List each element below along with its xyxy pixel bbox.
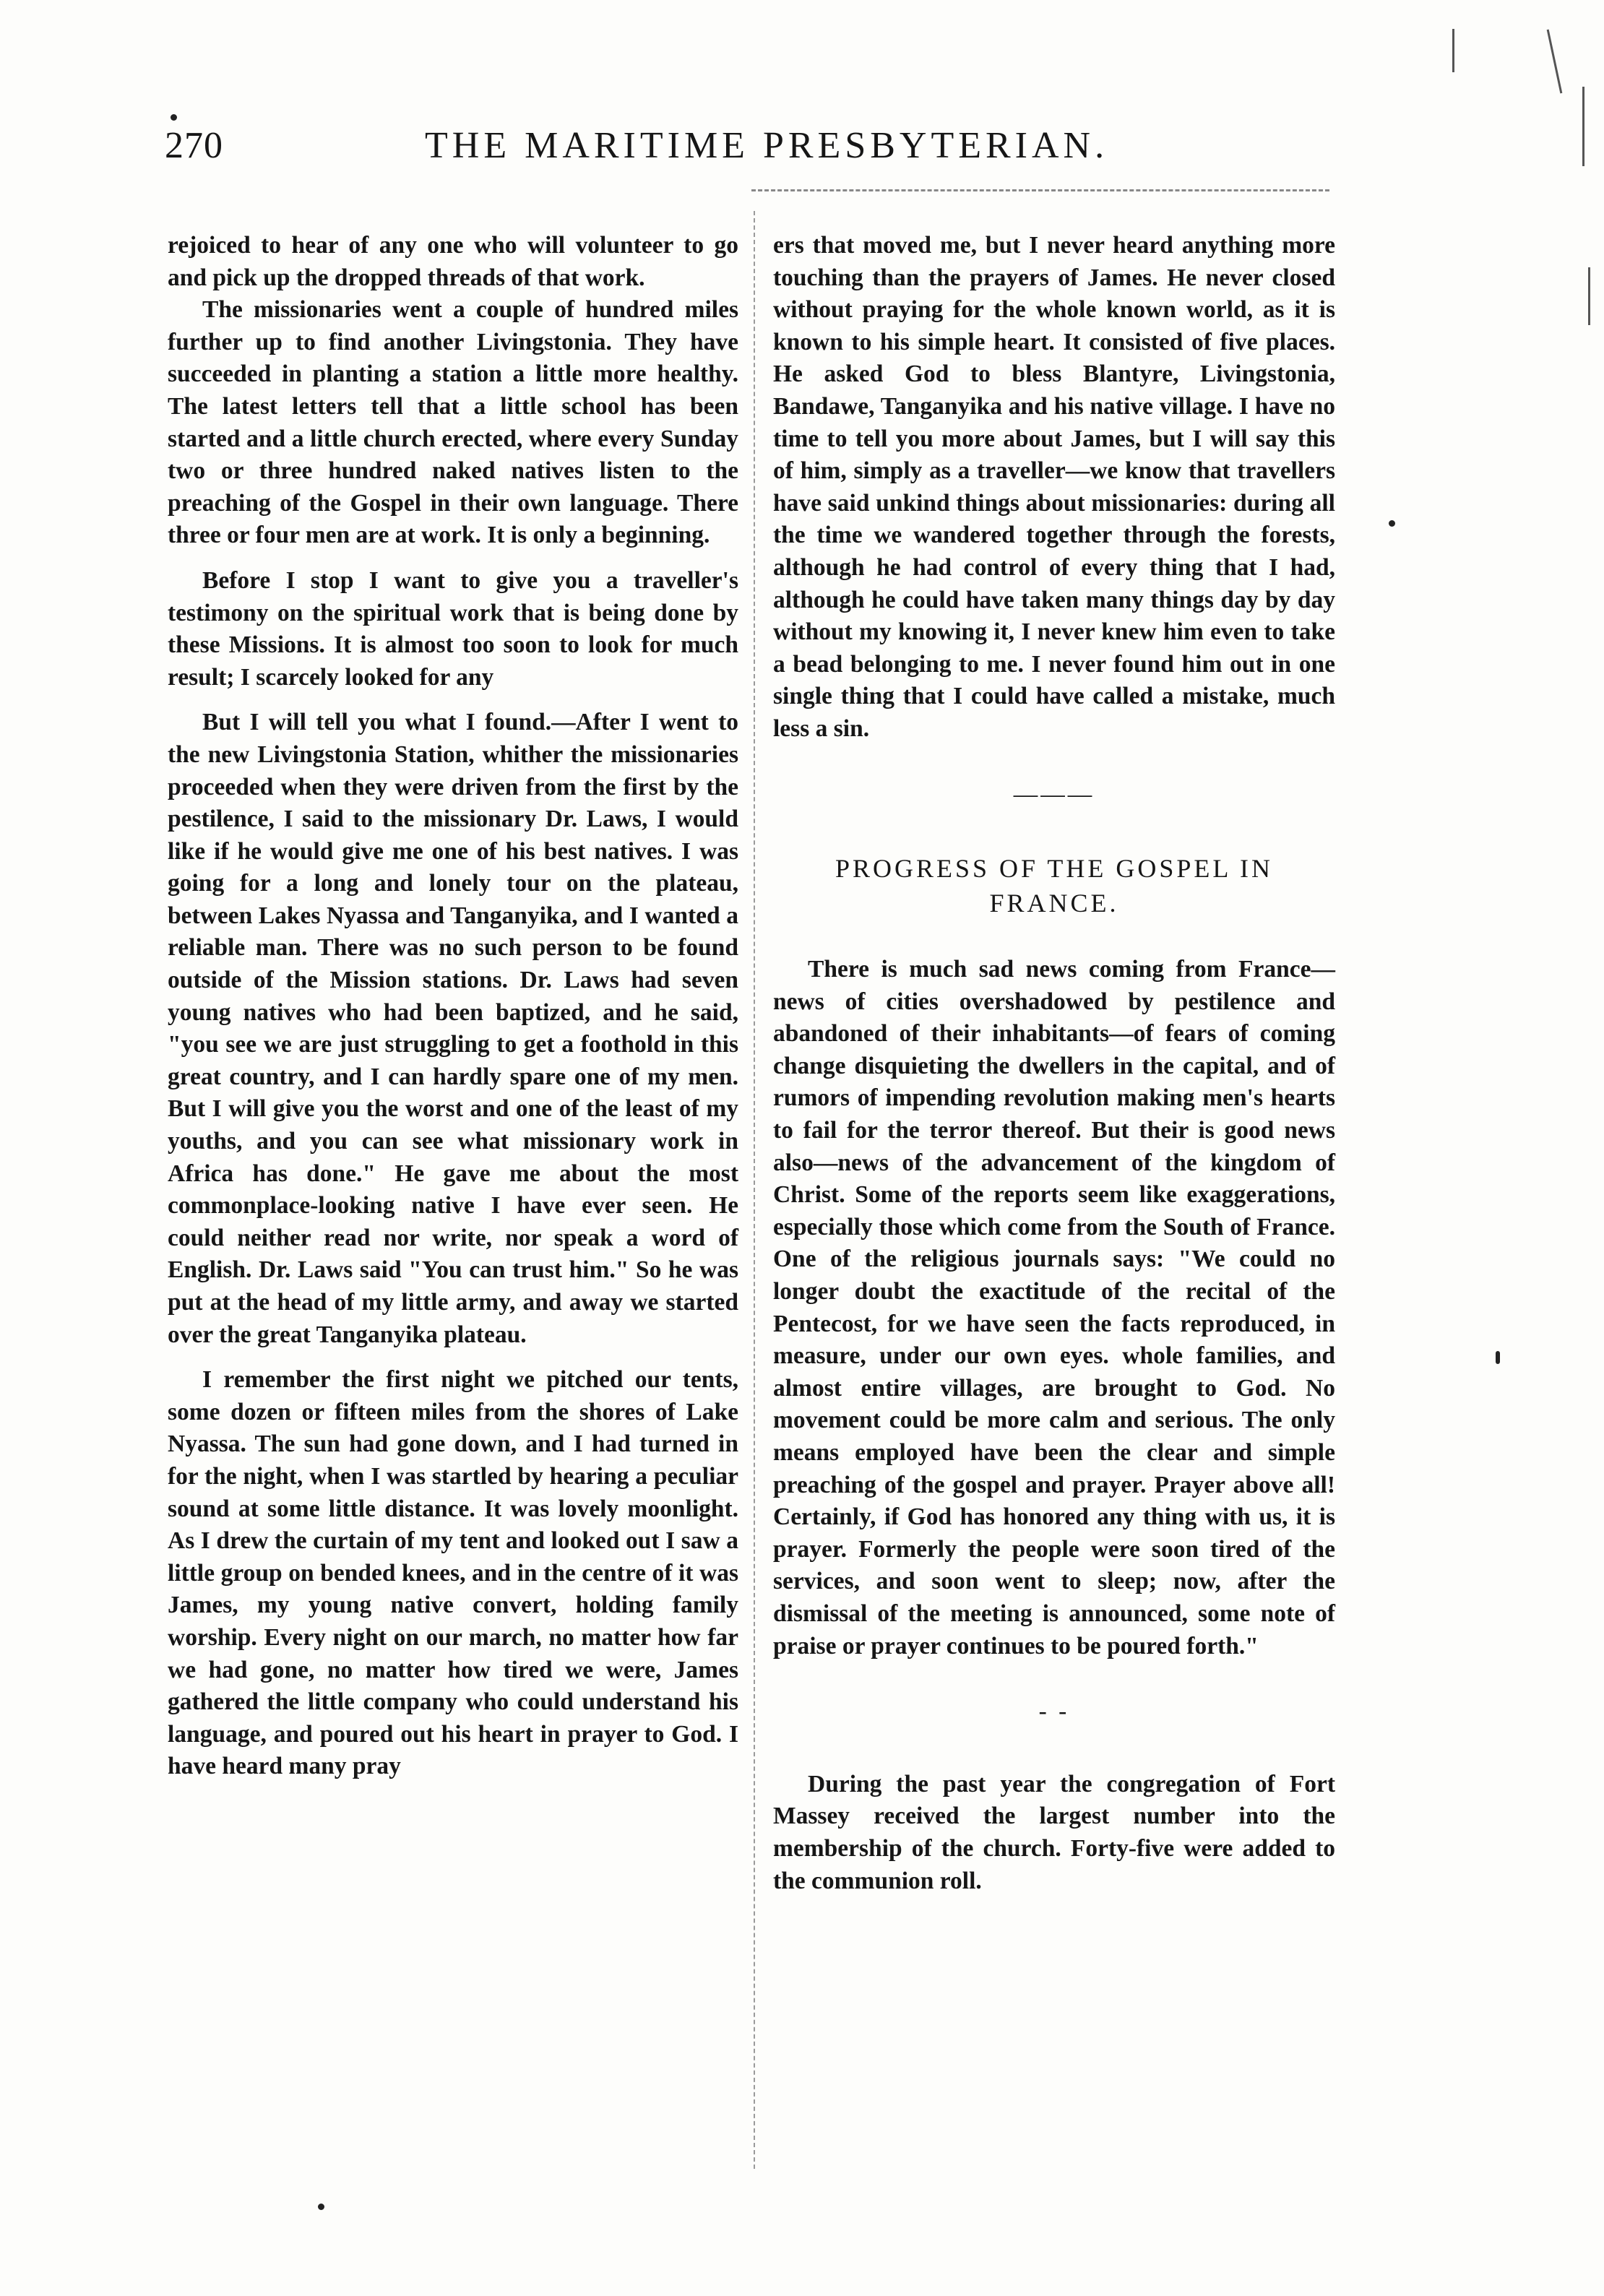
page-number: 270 xyxy=(165,125,223,166)
news-note: During the past year the congregation of Fort Massey received the largest number into the membership of the church. Forty-five were added to the communion roll. xyxy=(773,1770,1335,1894)
ink-speck xyxy=(318,2204,324,2210)
ink-speck xyxy=(171,114,177,121)
paragraph: rejoiced to hear of any one who will volunteer to go and pick up the dropped threads of that work. xyxy=(168,232,738,291)
article-title: PROGRESS OF THE GOSPEL IN FRANCE. xyxy=(835,854,1274,918)
paragraph: But I will tell you what I found.—After I went to the new Livingstonia Station, whither the missionaries proceeded when they were driven from the first by the pestilence, I said to the missionary Dr. Laws, I would like if he would give me one of his best natives. I was going for a long and lonely tour on the plateau, between Lakes Nyassa and Tanganyika, and I wanted a reliable man. There was no such person to be found outside of the Mission stations. Dr. Laws had seven young natives who had been baptized, and he said, "you see we are just struggling to get a foothold in this great country, and I can hardly spare one of my men. But I will give you the worst and one of the least of my youths, and you can see what missionary work in Africa has done." He gave me about the most commonplace-looking native I have ever seen. He could neither read nor write, nor speak a word of English. Dr. Laws said "You can trust him." So he was put at the head of my little army, and away we started over the great Tanganyika plateau. xyxy=(168,709,738,1348)
paragraph: I remember the first night we pitched our tents, some dozen or fifteen miles from the shores of Lake Nyassa. The sun had gone down, and I had turned in for the night, when I was startled by hearing a peculiar sound at some little distance. It was lovely moonlight. As I drew the curtain of my tent and looked out I saw a little group on bended knees, and in the centre of it was James, my young native convert, holding family worship. Every night on our march, no matter how far we had gone, no matter how tired we were, James gathered the little company who could understand his language, and poured out his heart in prayer to God. I have heard many pray xyxy=(168,1366,738,1780)
column-divider xyxy=(754,211,755,2169)
running-title: THE MARITIME PRESBYTERIAN. xyxy=(425,125,1109,166)
article-body: There is much sad news coming from France—news of cities overshadowed by pestilence and abandoned of their inhabitants—of fears of coming change disquieting the dwellers in the capital, and of rumors of impending revolution making men's hearts to fail for the terror thereof. But their is good news also—news of the advancement of the kingdom of Christ. Some of the reports seem like exaggerations, especially those which come from the South of France. One of the religious journals says: "We could no longer doubt the exactitude of the recital of the Pentecost, for we have seen the facts reproduced, in measure, under our own eyes. whole families, and almost entire villages, are brought to God. No movement could be more calm and serious. The only means employed have been the clear and simple preaching of the gospel and prayer. Prayer above all! Certainly, if God has honored any thing with us, it is prayer. Formerly the people were soon tired of the services, and soon went to sleep; now, after the dismissal of the meeting is announced, some note of praise or prayer continues to be poured forth." xyxy=(773,956,1335,1660)
paragraph: The missionaries went a couple of hundred miles further up to find another Livingstonia. They have succeeded in planting a station a little more healthy. The latest letters tell that a little school has been started and a little church erected, where every Sunday two or three hundred naked natives listen to the preaching of the Gospel in their own language. There three or four men are at work. It is only a beginning. xyxy=(168,296,738,549)
scan-edge-mark xyxy=(1452,29,1454,72)
section-separator: ——— xyxy=(1013,780,1095,808)
paragraph: ers that moved me, but I never heard anything more touching than the prayers of James. He never closed without praying for the whole known world, as it is known to his simple heart. It consisted of five places. He asked God to bless Blantyre, Livingstonia, Bandawe, Tanganyika and his native village. I have no time to tell you more about James, but I will say this of him, simply as a traveller—we know that travellers have said unkind things about missionaries: during all the time we wandered together through the forests, although he had control of every thing that I had, although he could have taken many things day by day without my knowing it, I never knew him even to take a bead belonging to me. I never found him out in one single thing that I could have called a mistake, much less a sin. xyxy=(773,232,1335,742)
header-rule xyxy=(751,189,1329,191)
paragraph: Before I stop I want to give you a traveller's testimony on the spiritual work that is being done by these Missions. It is almost too soon to look for much result; I scarcely looked for any xyxy=(168,566,738,691)
scan-edge-mark xyxy=(1547,30,1563,94)
ink-speck xyxy=(1389,520,1395,527)
scan-edge-mark xyxy=(1582,87,1584,166)
ink-speck xyxy=(1496,1351,1500,1364)
scan-edge-mark xyxy=(1588,267,1590,325)
section-separator: - - xyxy=(1038,1698,1070,1725)
right-column xyxy=(773,230,1335,1897)
left-column xyxy=(168,230,738,1783)
